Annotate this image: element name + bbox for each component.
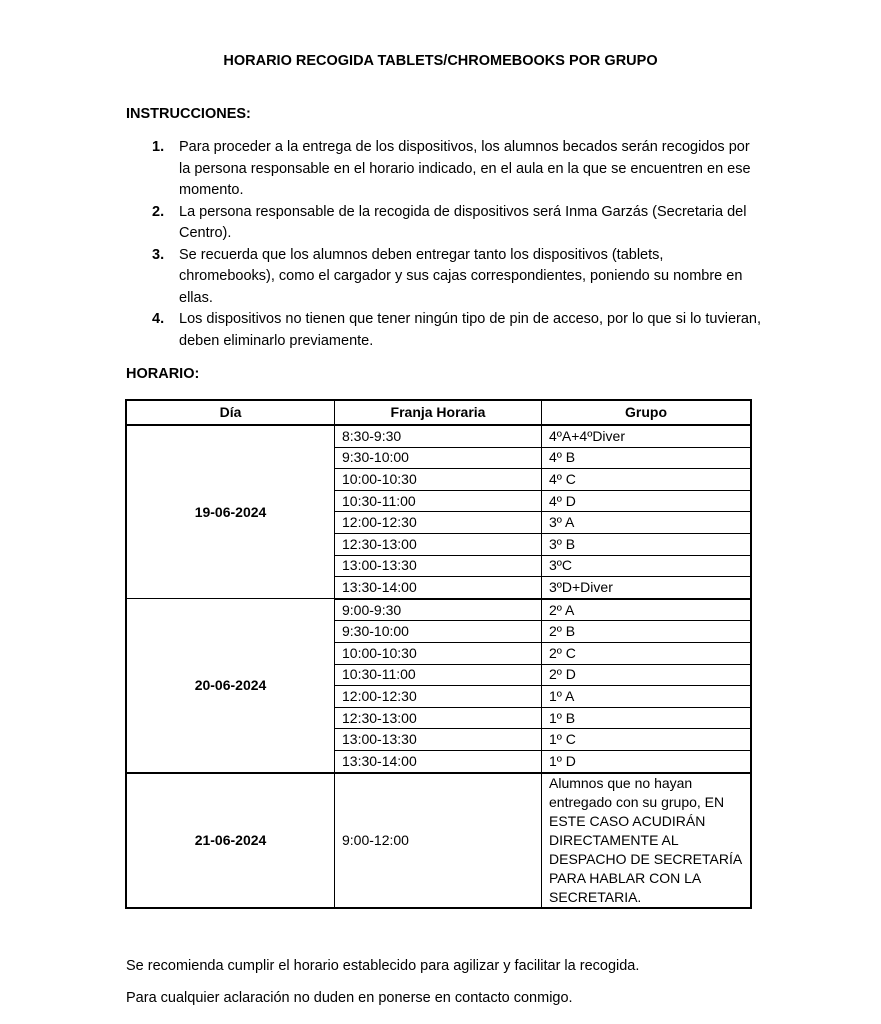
time-cell: 10:00-10:30	[335, 469, 542, 491]
instruction-number: 2.	[152, 203, 165, 220]
instructions-heading: INSTRUCCIONES:	[126, 106, 251, 122]
instruction-text: Se recuerda que los alumnos deben entregar tanto los dispositivos (tablets, chromebooks), como el cargador y sus cajas correspondientes, poniendo su nombre en ellas.	[179, 246, 743, 306]
group-cell: 3º A	[542, 512, 751, 534]
time-cell: 10:30-11:00	[335, 664, 542, 686]
instructions-list	[152, 137, 762, 352]
time-cell: 12:00-12:30	[335, 512, 542, 534]
instruction-number: 1.	[152, 139, 165, 155]
time-cell: 10:30-11:00	[335, 490, 542, 512]
time-cell: 13:30-14:00	[335, 750, 542, 772]
schedule-heading: HORARIO:	[126, 366, 200, 382]
time-cell: 13:30-14:00	[335, 577, 542, 599]
time-cell: 12:30-13:00	[335, 707, 542, 729]
group-cell: 1º C	[542, 729, 751, 751]
time-cell: 10:00-10:30	[335, 642, 542, 664]
table-row	[127, 773, 751, 908]
footer-contact: Para cualquier aclaración no duden en ponerse en contacto conmigo.	[126, 990, 573, 1006]
group-cell: 3ºD+Diver	[542, 577, 751, 599]
time-cell: 9:30-10:00	[335, 621, 542, 643]
day-cell: 21-06-2024	[127, 773, 335, 908]
time-cell: 9:30-10:00	[335, 447, 542, 469]
day-cell: 19-06-2024	[127, 425, 335, 599]
instruction-text: La persona responsable de la recogida de dispositivos será Inma Garzás (Secretaria del Centro).	[179, 203, 747, 241]
table-header-row	[127, 401, 751, 426]
group-cell: 4º D	[542, 490, 751, 512]
instruction-item	[152, 245, 762, 310]
group-cell: 4ºA+4ºDiver	[542, 425, 751, 447]
column-header-time: Franja Horaria	[335, 401, 542, 426]
time-cell: 13:00-13:30	[335, 729, 542, 751]
instruction-item	[152, 309, 762, 352]
group-cell: 2º C	[542, 642, 751, 664]
instruction-number: 4.	[152, 311, 165, 327]
day-cell: 20-06-2024	[127, 599, 335, 773]
time-cell: 8:30-9:30	[335, 425, 542, 447]
group-cell: 1º D	[542, 750, 751, 772]
time-cell: 9:00-12:00	[335, 773, 542, 908]
instruction-text: Los dispositivos no tienen que tener ningún tipo de pin de acceso, por lo que si lo tuvieran, deben eliminarlo previamente.	[179, 311, 761, 349]
time-cell: 13:00-13:30	[335, 555, 542, 577]
footer-recommendation: Se recomienda cumplir el horario establecido para agilizar y facilitar la recogida.	[126, 958, 640, 974]
document-title: HORARIO RECOGIDA TABLETS/CHROMEBOOKS POR GRUPO	[223, 53, 658, 69]
group-cell: 2º D	[542, 664, 751, 686]
group-cell: 3º B	[542, 533, 751, 555]
group-cell: Alumnos que no hayan entregado con su grupo, EN ESTE CASO ACUDIRÁN DIRECTAMENTE AL DESPACHO DE SECRETARÍA PARA HABLAR CON LA SECRETARIA.	[542, 773, 751, 908]
schedule-table	[126, 400, 751, 908]
column-header-group: Grupo	[542, 401, 751, 426]
table-row	[127, 599, 751, 621]
group-cell: 4º B	[542, 447, 751, 469]
instruction-number: 3.	[152, 246, 165, 263]
instruction-item	[152, 137, 762, 202]
group-cell: 2º B	[542, 621, 751, 643]
time-cell: 12:30-13:00	[335, 533, 542, 555]
group-cell: 1º A	[542, 686, 751, 708]
time-cell: 12:00-12:30	[335, 686, 542, 708]
table-row	[127, 425, 751, 447]
group-cell: 4º C	[542, 469, 751, 491]
instruction-text: Para proceder a la entrega de los dispositivos, los alumnos becados serán recogidos por la persona responsable en el horario indicado, en el aula en la que se encuentren en ese momento.	[179, 139, 751, 198]
group-cell: 1º B	[542, 707, 751, 729]
group-cell: 2º A	[542, 599, 751, 621]
column-header-day: Día	[127, 401, 335, 426]
group-cell: 3ºC	[542, 555, 751, 577]
instruction-item	[152, 202, 762, 245]
time-cell: 9:00-9:30	[335, 599, 542, 621]
